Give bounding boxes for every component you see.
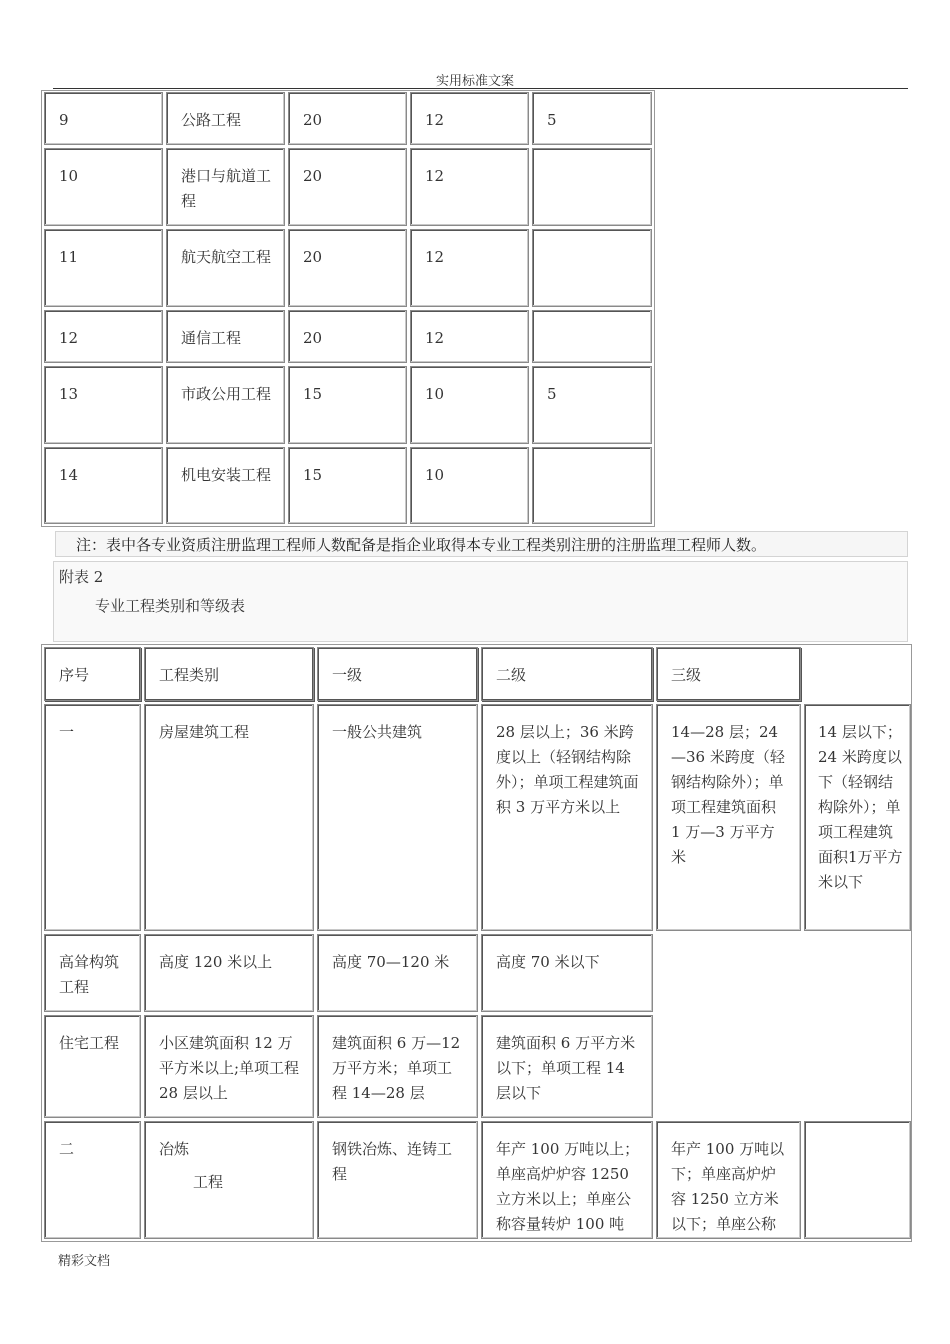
table1-cell: 机电安装工程 <box>166 447 285 524</box>
table2-cell: 年产 100 万吨以上；单座高炉炉容 1250 立方米以上；单座公称容量转炉 100 吨 <box>481 1121 653 1239</box>
table1-cell: 20 <box>288 148 407 226</box>
annex-label: 附表 2 <box>59 568 104 586</box>
table1-cell: 10 <box>410 366 529 444</box>
category-line1: 冶炼 <box>159 1140 190 1158</box>
table2-cell: 年产 100 万吨以下；单座高炉炉容 1250 立方米以下；单座公称 <box>656 1121 801 1239</box>
table1-cell: 港口与航道工程 <box>166 148 285 226</box>
table1-cell: 20 <box>288 229 407 307</box>
table1-cell: 航天航空工程 <box>166 229 285 307</box>
table1-cell: 15 <box>288 447 407 524</box>
table1-cell: 13 <box>44 366 163 444</box>
table2-cell: 14 层以下；24 米跨度以下（轻钢结构除外）；单项工程建筑面积1万平方米以下 <box>804 704 911 931</box>
table2-cell: 建筑面积 6 万平方米以下；单项工程 14 层以下 <box>481 1015 653 1118</box>
table1-cell: 12 <box>410 148 529 226</box>
header-cell-category: 工程类别 <box>144 647 314 701</box>
table1-cell: 10 <box>410 447 529 524</box>
table1-cell: 通信工程 <box>166 310 285 363</box>
annex-title: 专业工程类别和等级表 <box>95 597 246 615</box>
table-note: 注：表中各专业资质注册监理工程师人数配备是指企业取得本专业工程类别注册的注册监理工程师人数。 <box>55 531 908 557</box>
table1-cell: 20 <box>288 310 407 363</box>
table2-cell: 建筑面积 6 万—12 万平方米；单项工程 14—28 层 <box>317 1015 478 1118</box>
header-cell-grade2: 二级 <box>481 647 653 701</box>
table1-cell: 20 <box>288 92 407 145</box>
table2-cell: 高度 70 米以下 <box>481 934 653 1012</box>
table2-cell: 一般公共建筑 <box>317 704 478 931</box>
table2-cell-category <box>144 1121 314 1239</box>
table2-cell <box>804 1121 911 1239</box>
header-divider <box>53 88 908 89</box>
table2-cell: 28 层以上；36 米跨度以上（轻钢结构除外）；单项工程建筑面积 3 万平方米以上 <box>481 704 653 931</box>
header-cell-seq: 序号 <box>44 647 141 701</box>
table1-cell: 9 <box>44 92 163 145</box>
table1-cell: 市政公用工程 <box>166 366 285 444</box>
table1-cell: 12 <box>410 229 529 307</box>
header-cell-grade1: 一级 <box>317 647 478 701</box>
table1-cell: 12 <box>410 92 529 145</box>
table2-cell: 高度 120 米以上 <box>144 934 314 1012</box>
table1-cell: 12 <box>44 310 163 363</box>
table1-cell: 公路工程 <box>166 92 285 145</box>
table1-cell: 12 <box>410 310 529 363</box>
header-cell-grade3: 三级 <box>656 647 801 701</box>
table2-cell: 高耸构筑工程 <box>44 934 141 1012</box>
table1-cell: 11 <box>44 229 163 307</box>
table2-cell: 二 <box>44 1121 141 1239</box>
table2-cell: 钢铁冶炼、连铸工程 <box>317 1121 478 1239</box>
table1-cell: 5 <box>532 366 652 444</box>
table2-cell: 房屋建筑工程 <box>144 704 314 931</box>
table1-cell: 10 <box>44 148 163 226</box>
page-footer: 精彩文档 <box>58 1254 111 1269</box>
table1-cell <box>532 229 652 307</box>
table1-cell <box>532 447 652 524</box>
table1-cell: 5 <box>532 92 652 145</box>
table2-cell: 小区建筑面积 12 万平方米以上;单项工程 28 层以上 <box>144 1015 314 1118</box>
table2-cell: 一 <box>44 704 141 931</box>
table2-cell: 14—28 层；24—36 米跨度（轻钢结构除外）；单项工程建筑面积 1 万—3 万平方米 <box>656 704 801 931</box>
page-header-title: 实用标准文案 <box>435 74 514 89</box>
table1-cell: 14 <box>44 447 163 524</box>
category-line2: 工程 <box>193 1173 224 1191</box>
table1-cell <box>532 148 652 226</box>
table1-cell <box>532 310 652 363</box>
table2-cell: 高度 70—120 米 <box>317 934 478 1012</box>
table2-cell: 住宅工程 <box>44 1015 141 1118</box>
table1-cell: 15 <box>288 366 407 444</box>
